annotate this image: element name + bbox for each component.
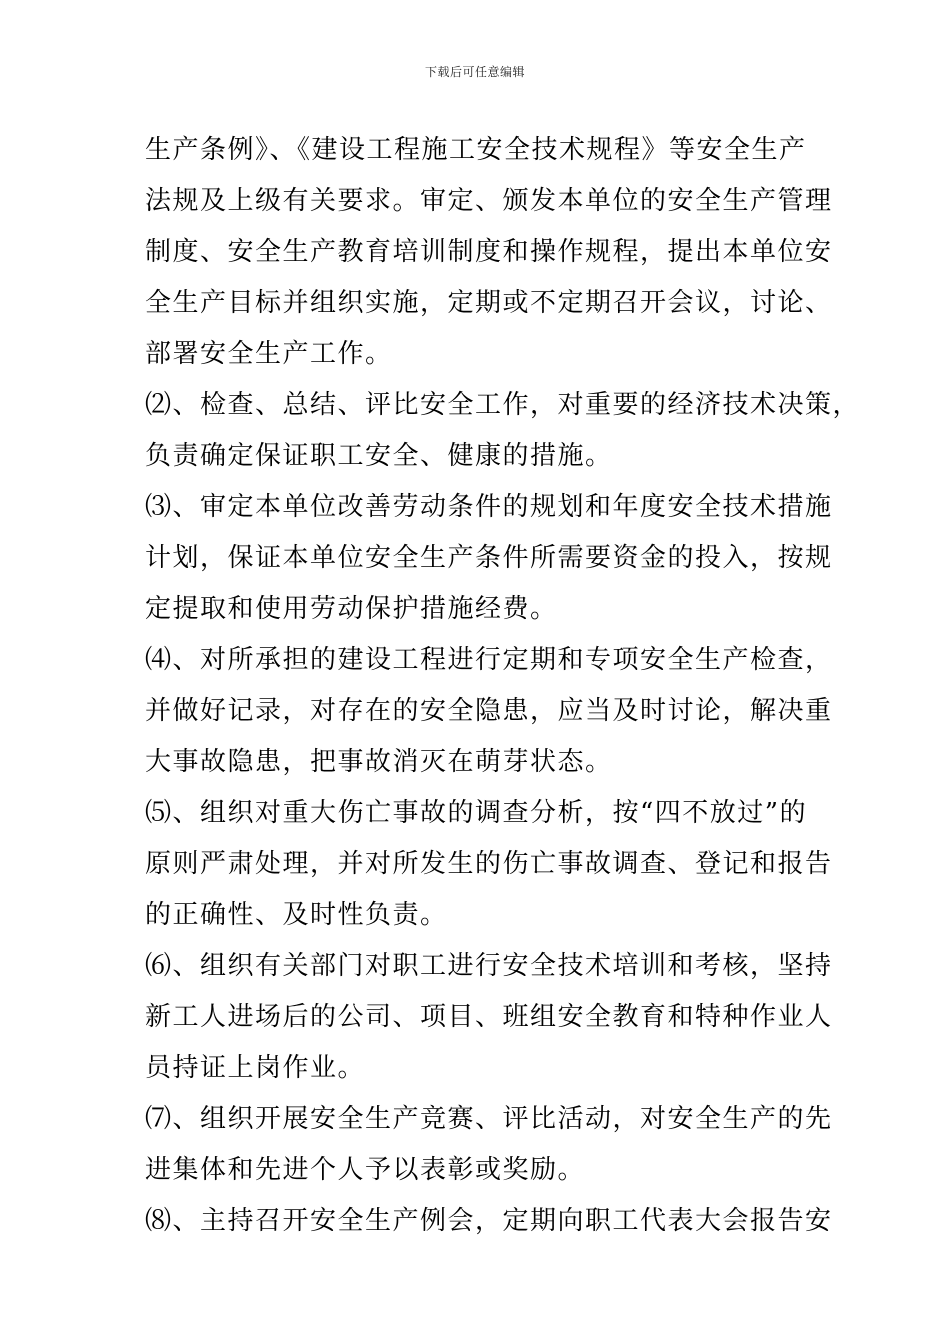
text-line: 员持证上岗作业。 <box>145 1053 366 1083</box>
text-line: 法规及上级有关要求。审定、颁发本单位的安全生产管理 <box>145 186 833 216</box>
text-line: 定提取和使用劳动保护措施经费。 <box>145 594 558 624</box>
text-line: ⑺、组织开展安全生产竞赛、评比活动，对安全生产的先 <box>145 1104 833 1134</box>
text-line: 部署安全生产工作。 <box>145 339 393 369</box>
text-line: 进集体和先进个人予以表彰或奖励。 <box>145 1155 586 1185</box>
page-header-note: 下载后可任意编辑 <box>424 65 525 79</box>
text-line: ⑶、审定本单位改善劳动条件的规划和年度安全技术措施 <box>145 492 833 522</box>
text-line: 负责确定保证职工安全、健康的措施。 <box>145 441 613 471</box>
text-line: 并做好记录，对存在的安全隐患，应当及时讨论，解决重 <box>145 696 833 726</box>
text-line: 计划，保证本单位安全生产条件所需要资金的投入，按规 <box>145 543 833 573</box>
text-line: 全生产目标并组织实施，定期或不定期召开会议，讨论、 <box>145 288 833 318</box>
document-body <box>145 125 861 1247</box>
text-line: ⑷、对所承担的建设工程进行定期和专项安全生产检查， <box>145 645 833 675</box>
text-line: ⑵、检查、总结、评比安全工作，对重要的经济技术决策， <box>145 390 861 420</box>
text-line: 大事故隐患，把事故消灭在萌芽状态。 <box>145 747 613 777</box>
text-line: 原则严肃处理，并对所发生的伤亡事故调查、登记和报告 <box>145 849 833 879</box>
text-line: 生产条例》、《建设工程施工安全技术规程》等安全生产 <box>145 135 807 165</box>
text-line: ⑻、主持召开安全生产例会，定期向职工代表大会报告安 <box>145 1206 833 1236</box>
text-line: ⑹、组织有关部门对职工进行安全技术培训和考核，坚持 <box>145 951 833 981</box>
text-line: ⑸、组织对重大伤亡事故的调查分析，按“四不放过”的 <box>145 798 808 828</box>
text-line: 的正确性、及时性负责。 <box>145 900 448 930</box>
text-line: 制度、安全生产教育培训制度和操作规程，提出本单位安 <box>145 237 833 267</box>
text-line: 新工人进场后的公司、项目、班组安全教育和特种作业人 <box>145 1002 833 1032</box>
